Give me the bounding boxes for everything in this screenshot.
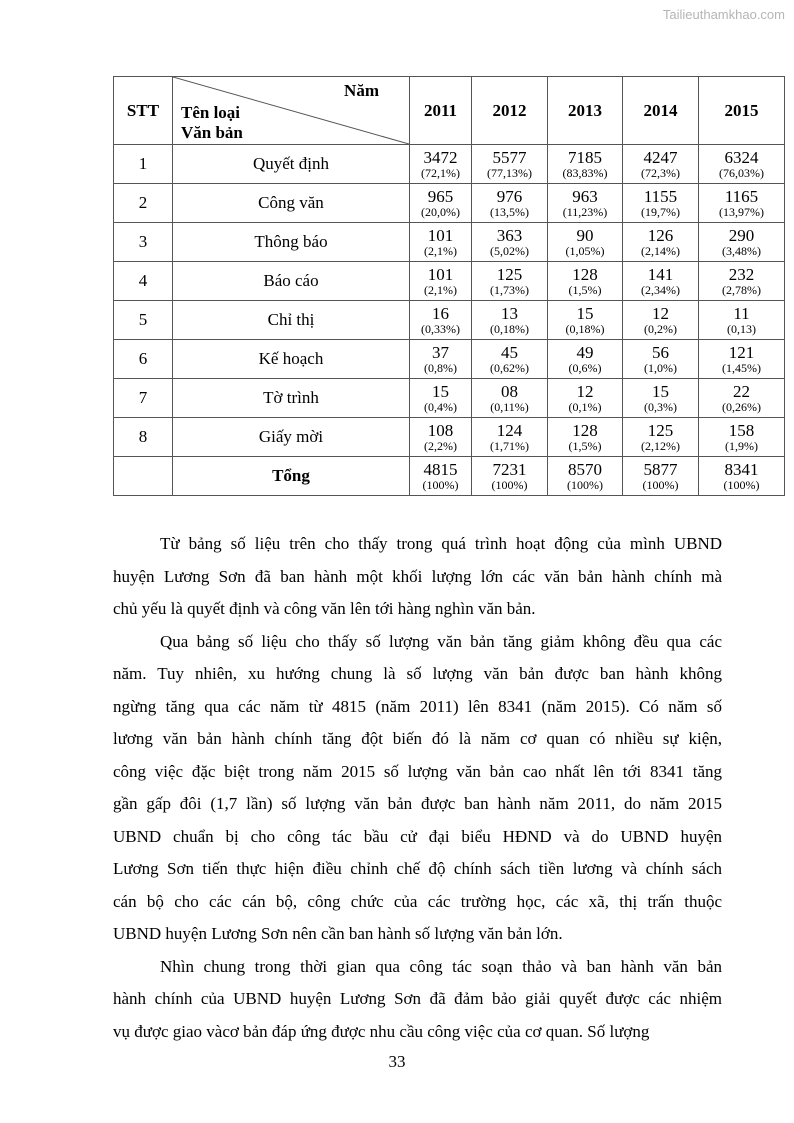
row-document-type: Tờ trình xyxy=(173,379,410,418)
cell-count: 976 xyxy=(496,186,523,206)
value-cell xyxy=(548,457,623,496)
cell-count: 08 xyxy=(501,381,518,401)
total-label: Tổng xyxy=(173,457,410,496)
row-document-type: Kế hoạch xyxy=(173,340,410,379)
value-cell xyxy=(472,418,548,457)
cell-percent: (5,02%) xyxy=(490,243,529,258)
row-document-type: Công văn xyxy=(173,184,410,223)
row-stt: 6 xyxy=(114,340,173,379)
cell-percent: (0,62%) xyxy=(490,360,529,375)
cell-percent: (100%) xyxy=(422,477,459,492)
cell-count: 128 xyxy=(572,264,598,284)
value-cell xyxy=(699,457,785,496)
value-cell xyxy=(472,262,548,301)
value-cell xyxy=(699,223,785,262)
cell-count: 4247 xyxy=(643,147,678,167)
value-cell xyxy=(699,418,785,457)
cell-count: 128 xyxy=(572,420,598,440)
table-row xyxy=(114,223,785,262)
cell-count: 12 xyxy=(652,303,669,323)
table-row xyxy=(114,262,785,301)
value-cell xyxy=(472,340,548,379)
header-year: 2013 xyxy=(548,77,623,145)
paragraph-line: UBND chuẩn bị cho công tác bầu cử đại biểu HĐND và do UBND huyện xyxy=(113,826,722,846)
paragraph xyxy=(113,951,722,1049)
cell-percent: (1,0%) xyxy=(644,360,677,375)
value-cell xyxy=(623,457,699,496)
paragraph-line: lương văn bản hành chính tăng đột biến đó là năm cơ quan có nhiều sự kiện, xyxy=(113,729,722,748)
cell-count: 15 xyxy=(652,381,669,401)
cell-percent: (20,0%) xyxy=(421,204,460,219)
cell-count: 8341 xyxy=(724,459,759,479)
cell-percent: (0,18%) xyxy=(490,321,529,336)
cell-count: 15 xyxy=(432,381,449,401)
value-cell xyxy=(472,301,548,340)
cell-count: 363 xyxy=(496,225,523,245)
value-cell xyxy=(472,457,548,496)
value-cell xyxy=(472,184,548,223)
cell-percent: (2,78%) xyxy=(722,282,761,297)
paragraph-line: Từ bảng số liệu trên cho thấy trong quá trình hoạt động của mình UBND xyxy=(160,534,722,553)
cell-percent: (1,45%) xyxy=(722,360,761,375)
cell-count: 15 xyxy=(576,303,594,323)
paragraph-line: Nhìn chung trong thời gian qua công tác soạn thảo và ban hành văn bản xyxy=(160,956,722,976)
total-row xyxy=(114,457,785,496)
cell-count: 12 xyxy=(576,381,594,401)
header-year-label: Năm xyxy=(344,81,379,100)
value-cell xyxy=(410,379,472,418)
cell-count: 158 xyxy=(728,420,755,440)
cell-percent: (19,7%) xyxy=(641,204,680,219)
value-cell xyxy=(699,262,785,301)
cell-count: 125 xyxy=(496,264,523,284)
row-stt: 4 xyxy=(114,262,173,301)
cell-count: 49 xyxy=(576,342,594,362)
cell-percent: (2,1%) xyxy=(424,282,457,297)
row-stt: 2 xyxy=(114,184,173,223)
cell-percent: (2,1%) xyxy=(424,243,457,258)
value-cell xyxy=(623,262,699,301)
cell-percent: (2,2%) xyxy=(424,438,457,453)
value-cell xyxy=(410,184,472,223)
cell-count: 5577 xyxy=(492,147,527,167)
cell-percent: (1,5%) xyxy=(568,438,602,453)
cell-percent: (0,4%) xyxy=(424,399,457,414)
cell-count: 22 xyxy=(733,381,750,401)
cell-count: 7185 xyxy=(568,147,602,167)
cell-percent: (2,12%) xyxy=(641,438,680,453)
cell-percent: (1,9%) xyxy=(725,438,758,453)
paragraph-line: Lương Sơn tiến thực hiện điều chỉnh chế độ chính sách tiền lương và chính sách xyxy=(113,859,722,878)
table-body xyxy=(114,145,785,496)
paragraph-line: huyện Lương Sơn đã ban hành một khối lượng lớn các văn bản hành chính mà xyxy=(113,566,722,586)
paragraph-line: vụ được giao vàcơ bản đáp ứng được nhu cầu công việc của cơ quan. Số lượng xyxy=(113,1021,650,1041)
table-header-row xyxy=(114,77,785,145)
header-stt: STT xyxy=(114,77,173,145)
cell-count: 3472 xyxy=(423,147,458,167)
value-cell xyxy=(410,418,472,457)
header-year: 2012 xyxy=(472,77,548,145)
cell-count: 290 xyxy=(728,225,755,245)
table-row xyxy=(114,301,785,340)
cell-count: 13 xyxy=(501,303,518,323)
value-cell xyxy=(699,184,785,223)
paragraph-line: UBND huyện Lương Sơn nên cần ban hành số lượng văn bản lớn. xyxy=(113,924,563,943)
cell-percent: (2,34%) xyxy=(641,282,680,297)
row-document-type: Quyết định xyxy=(173,145,410,184)
row-stt: 1 xyxy=(114,145,173,184)
value-cell xyxy=(623,418,699,457)
row-document-type: Thông báo xyxy=(173,223,410,262)
value-cell xyxy=(472,145,548,184)
cell-percent: (1,05%) xyxy=(565,243,605,258)
cell-percent: (76,03%) xyxy=(719,165,764,180)
row-document-type: Giấy mời xyxy=(173,418,410,457)
paragraph-line: hành chính của UBND huyện Lương Sơn đã đảm bảo giải quyết được các nhiệm xyxy=(113,989,722,1008)
value-cell xyxy=(699,145,785,184)
value-cell xyxy=(699,301,785,340)
header-year: 2015 xyxy=(699,77,785,145)
value-cell xyxy=(623,379,699,418)
cell-percent: (0,6%) xyxy=(568,360,602,375)
cell-percent: (13,97%) xyxy=(719,204,764,219)
cell-percent: (0,33%) xyxy=(421,321,460,336)
cell-percent: (77,13%) xyxy=(487,165,532,180)
cell-count: 121 xyxy=(728,342,755,362)
cell-count: 6324 xyxy=(724,147,759,167)
cell-count: 37 xyxy=(432,342,449,362)
value-cell xyxy=(548,184,623,223)
row-stt: 8 xyxy=(114,418,173,457)
value-cell xyxy=(623,145,699,184)
cell-count: 126 xyxy=(647,225,674,245)
table-row xyxy=(114,418,785,457)
header-diagonal-cell xyxy=(173,77,410,145)
row-stt: 7 xyxy=(114,379,173,418)
document-statistics-table xyxy=(113,76,785,496)
value-cell xyxy=(410,301,472,340)
cell-percent: (100%) xyxy=(723,477,760,492)
value-cell xyxy=(548,379,623,418)
cell-count: 45 xyxy=(501,342,518,362)
paragraph-line: cán bộ cho các cán bộ, công chức của các trường học, các xã, thị trấn thuộc xyxy=(113,891,722,911)
cell-percent: (0,26%) xyxy=(722,399,761,414)
value-cell xyxy=(548,418,623,457)
cell-count: 965 xyxy=(427,186,454,206)
paragraph-line: Qua bảng số liệu cho thấy số lượng văn bản tăng giảm không đều qua các xyxy=(160,631,722,651)
header-type-label-line2: Văn bản xyxy=(181,123,243,142)
paragraph-line: năm. Tuy nhiên, xu hướng chung là số lượng văn bản được ban hành không xyxy=(113,664,722,683)
paragraph-line: ngừng tăng qua các năm từ 4815 (năm 2011) lên 8341 (năm 2015). Có năm số xyxy=(113,696,722,716)
cell-count: 141 xyxy=(647,264,674,284)
cell-percent: (0,18%) xyxy=(565,321,605,336)
cell-percent: (83,83%) xyxy=(562,165,608,180)
value-cell xyxy=(410,223,472,262)
value-cell xyxy=(623,223,699,262)
paragraph-line: chủ yếu là quyết định và công văn lên tới hàng nghìn văn bản. xyxy=(113,599,536,618)
cell-percent: (0,13) xyxy=(727,321,756,336)
value-cell xyxy=(472,379,548,418)
cell-percent: (2,14%) xyxy=(641,243,680,258)
cell-count: 90 xyxy=(576,225,594,245)
header-year: 2011 xyxy=(410,77,472,145)
cell-count: 1155 xyxy=(643,186,678,206)
cell-percent: (13,5%) xyxy=(490,204,529,219)
cell-percent: (72,3%) xyxy=(641,165,680,180)
cell-count: 5877 xyxy=(643,459,678,479)
paragraph-line: gần gấp đôi (1,7 lần) số lượng văn bản được ban hành năm 2011, do năm 2015 xyxy=(113,794,722,813)
row-document-type: Báo cáo xyxy=(173,262,410,301)
row-stt: 3 xyxy=(114,223,173,262)
cell-percent: (11,23%) xyxy=(562,204,608,219)
cell-count: 108 xyxy=(427,420,454,440)
value-cell xyxy=(699,379,785,418)
table-row xyxy=(114,379,785,418)
cell-percent: (0,2%) xyxy=(644,321,677,336)
value-cell xyxy=(699,340,785,379)
value-cell xyxy=(410,262,472,301)
row-stt: 5 xyxy=(114,301,173,340)
cell-count: 7231 xyxy=(492,459,527,479)
row-document-type: Chỉ thị xyxy=(173,301,410,340)
header-year: 2014 xyxy=(623,77,699,145)
value-cell xyxy=(623,301,699,340)
value-cell xyxy=(548,340,623,379)
cell-percent: (0,3%) xyxy=(644,399,677,414)
cell-percent: (1,5%) xyxy=(568,282,602,297)
value-cell xyxy=(623,340,699,379)
body-text xyxy=(113,528,722,1048)
cell-count: 963 xyxy=(572,186,598,206)
cell-count: 101 xyxy=(427,264,454,284)
cell-percent: (0,8%) xyxy=(424,360,457,375)
table-row xyxy=(114,340,785,379)
cell-count: 232 xyxy=(728,264,755,284)
cell-percent: (72,1%) xyxy=(421,165,460,180)
cell-percent: (0,11%) xyxy=(490,399,529,414)
value-cell xyxy=(410,457,472,496)
cell-percent: (1,73%) xyxy=(490,282,529,297)
cell-count: 101 xyxy=(427,225,454,245)
cell-percent: (0,1%) xyxy=(568,399,602,414)
cell-percent: (100%) xyxy=(642,477,679,492)
cell-count: 124 xyxy=(496,420,523,440)
table-row xyxy=(114,145,785,184)
value-cell xyxy=(548,223,623,262)
value-cell xyxy=(472,223,548,262)
paragraph xyxy=(113,528,722,626)
value-cell xyxy=(410,145,472,184)
cell-count: 11 xyxy=(733,303,750,323)
cell-percent: (100%) xyxy=(567,477,603,492)
value-cell xyxy=(623,184,699,223)
cell-count: 16 xyxy=(432,303,449,323)
cell-count: 8570 xyxy=(568,459,602,479)
table-row xyxy=(114,184,785,223)
cell-percent: (1,71%) xyxy=(490,438,529,453)
cell-count: 125 xyxy=(647,420,674,440)
watermark: Tailieuthamkhao.com xyxy=(662,7,785,22)
cell-percent: (3,48%) xyxy=(722,243,761,258)
value-cell xyxy=(410,340,472,379)
page-number: 33 xyxy=(388,1052,406,1071)
cell-count: 56 xyxy=(652,342,669,362)
value-cell xyxy=(548,301,623,340)
header-type-label-line1: Tên loại xyxy=(181,103,241,122)
cell-count: 1165 xyxy=(724,186,759,206)
value-cell xyxy=(548,262,623,301)
header-type-label xyxy=(181,103,243,143)
total-empty-cell xyxy=(114,457,173,496)
cell-count: 4815 xyxy=(423,459,458,479)
cell-percent: (100%) xyxy=(491,477,528,492)
paragraph xyxy=(113,626,722,951)
paragraph-line: công việc đặc biệt trong năm 2015 số lượng văn bản cao nhất lên tới 8341 tăng xyxy=(113,761,722,781)
value-cell xyxy=(548,145,623,184)
